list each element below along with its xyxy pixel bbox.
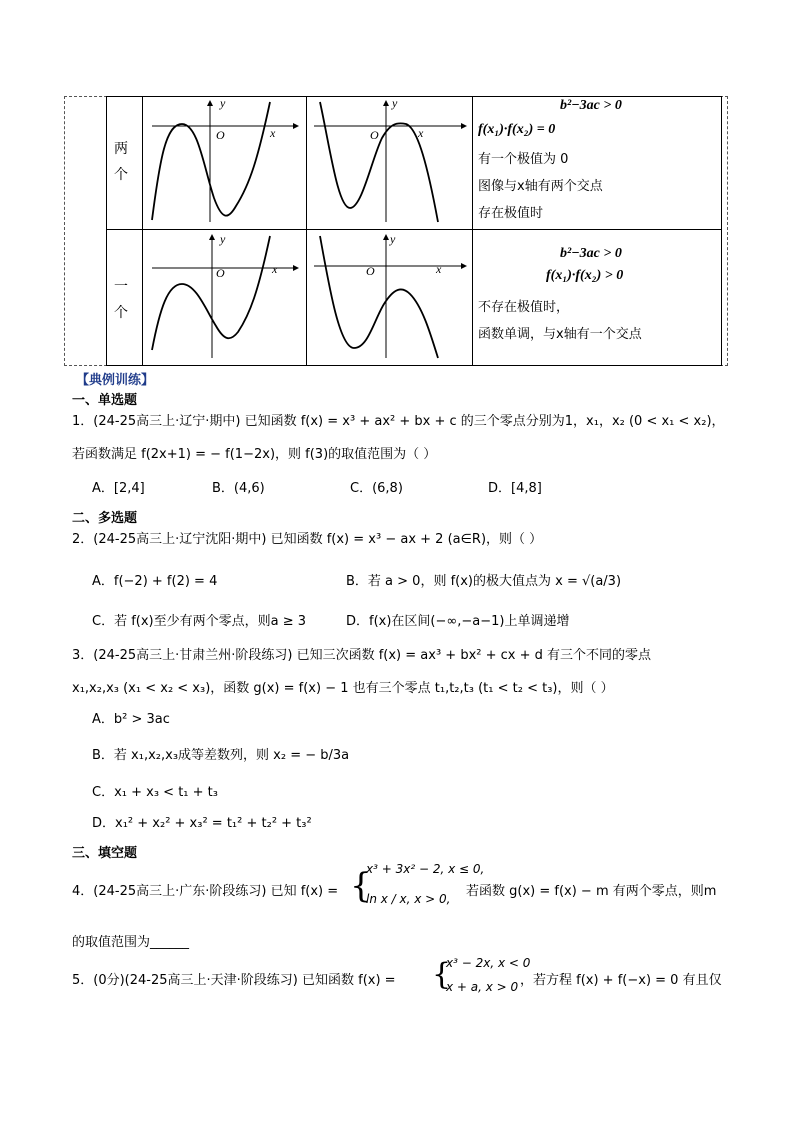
- x-axis-label: x: [270, 126, 276, 140]
- q5-piece-2: x + a, x > 0: [446, 980, 519, 994]
- q2-option-b: B．若 a > 0，则 f(x)的极大值点为 x = √(a/3): [346, 574, 622, 589]
- q4-brace: {: [350, 866, 372, 906]
- q1-line1: 1．(24-25高三上·辽宁·期中) 已知函数 f(x) = x³ + ax² + bx + c 的三个零点分别为1，x₁，x₂ (0 < x₁ < x₂)，: [72, 414, 725, 429]
- y-axis-label: y: [390, 232, 396, 246]
- q3-option-a: A．b² > 3ac: [92, 712, 170, 727]
- cubic-curve: [152, 236, 270, 350]
- note-line: 函数单调，与x轴有一个交点: [478, 327, 642, 342]
- condition-product: f(x₁)·f(x₂) > 0: [546, 268, 624, 283]
- graph-one-zero-a: [146, 232, 304, 362]
- y-axis-label: y: [220, 96, 226, 110]
- table-border: [106, 96, 722, 97]
- section-title-multi: 二、多选题: [72, 511, 138, 526]
- table-border: [106, 96, 107, 366]
- x-axis-label: x: [272, 262, 278, 276]
- note-line: 有一个极值为 0: [478, 152, 569, 167]
- q3-line2: x₁,x₂,x₃ (x₁ < x₂ < x₃)，函数 g(x) = f(x) − 1 也有三个零点 t₁,t₂,t₃ (t₁ < t₂ < t₃)，则（ ）: [72, 681, 614, 696]
- note-line: 不存在极值时，: [478, 300, 570, 315]
- x-axis-label: x: [436, 262, 442, 276]
- q4-line2: 的取值范围为______: [72, 935, 190, 950]
- row-label-one: 一个: [114, 279, 128, 321]
- q3-line1: 3．(24-25高三上·甘肃兰州·阶段练习) 已知三次函数 f(x) = ax³ + bx² + cx + d 有三个不同的零点: [72, 648, 652, 663]
- q1-option-a: A．[2,4]: [92, 481, 145, 496]
- note-line: 图像与x轴有两个交点: [478, 179, 603, 194]
- y-axis-label: y: [220, 232, 226, 246]
- table-border: [721, 96, 722, 366]
- q1-option-d: D．[4,8]: [488, 481, 542, 496]
- q5-suffix: ，若方程 f(x) + f(−x) = 0 有且仅: [520, 973, 722, 988]
- table-border: [142, 96, 143, 366]
- cubic-curve: [320, 102, 438, 222]
- y-axis-label: y: [392, 96, 398, 110]
- origin-label: O: [216, 128, 225, 142]
- x-axis-label: x: [418, 126, 424, 140]
- q4-prefix: 4．(24-25高三上·广东·阶段练习) 已知 f(x) =: [72, 884, 339, 899]
- q1-line2: 若函数满足 f(2x+1) = − f(1−2x)，则 f(3)的取值范围为（ ）: [72, 447, 437, 462]
- section-header: 【典例训练】: [76, 373, 155, 388]
- cubic-curve: [320, 236, 438, 358]
- origin-label: O: [370, 128, 379, 142]
- q5-brace: {: [432, 957, 452, 992]
- note-line: 存在极值时: [478, 206, 544, 221]
- condition-discriminant: b²−3ac > 0: [560, 98, 622, 113]
- q4-suffix: 若函数 g(x) = f(x) − m 有两个零点，则m: [466, 884, 717, 899]
- graph-two-zeros-b: [310, 98, 470, 226]
- q2-option-c: C．若 f(x)至少有两个零点，则a ≥ 3: [92, 614, 307, 629]
- q2-option-d: D．f(x)在区间(−∞,−a−1)上单调递增: [346, 614, 570, 629]
- q4-piece-1: x³ + 3x² − 2, x ≤ 0,: [366, 862, 485, 876]
- graph-two-zeros-a: [146, 98, 304, 226]
- q2-option-a: A．f(−2) + f(2) = 4: [92, 574, 218, 589]
- origin-label: O: [366, 264, 375, 278]
- table-border: [106, 365, 722, 366]
- origin-label: O: [216, 266, 225, 280]
- q3-option-c: C．x₁ + x₃ < t₁ + t₃: [92, 785, 218, 800]
- q3-option-b: B．若 x₁,x₂,x₃成等差数列，则 x₂ = − b/3a: [92, 748, 350, 763]
- q1-option-c: C．(6,8): [350, 481, 403, 496]
- graph-one-zero-b: [310, 232, 470, 362]
- q5-prefix: 5．(0分)(24-25高三上·天津·阶段练习) 已知函数 f(x) =: [72, 973, 396, 988]
- q5-piece-1: x³ − 2x, x < 0: [446, 956, 531, 970]
- table-border: [472, 96, 473, 366]
- cubic-curve: [152, 102, 270, 220]
- q4-piece-2: ln x / x, x > 0,: [366, 892, 451, 906]
- table-border: [106, 229, 722, 230]
- section-title-fill: 三、填空题: [72, 846, 138, 861]
- q2-line1: 2．(24-25高三上·辽宁沈阳·期中) 已知函数 f(x) = x³ − ax + 2 (a∈R)，则（ ）: [72, 532, 543, 547]
- condition-product: f(x₁)·f(x₂) = 0: [478, 122, 556, 137]
- q1-option-b: B．(4,6): [212, 481, 265, 496]
- comparison-table: [72, 96, 722, 366]
- section-title-single: 一、单选题: [72, 393, 138, 408]
- condition-discriminant: b²−3ac > 0: [560, 246, 622, 261]
- row-label-two: 两个: [114, 141, 128, 183]
- q3-option-d: D．x₁² + x₂² + x₃² = t₁² + t₂² + t₃²: [92, 816, 312, 831]
- table-border: [306, 96, 307, 366]
